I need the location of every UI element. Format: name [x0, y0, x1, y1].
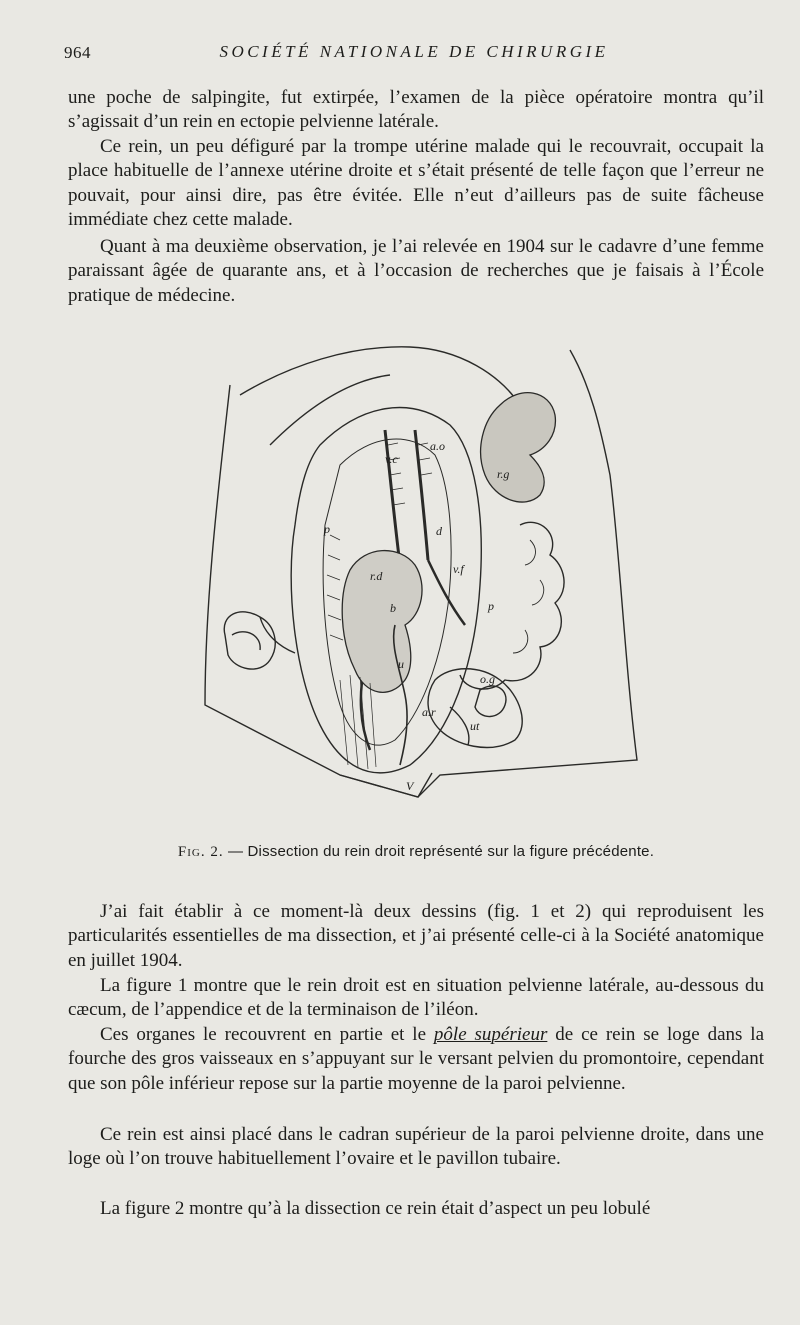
label-p-left: p — [324, 522, 330, 536]
paragraph-cadran: Ce rein est ainsi placé dans le cadran supérieur de la paroi pelvienne droite, dans une loge où l’on trouve habituellement l’ovaire et le pavillon tubaire. — [68, 1124, 764, 1170]
label-d: d — [436, 524, 442, 538]
paragraph-organes — [68, 1023, 764, 1096]
label-u: u — [398, 657, 404, 671]
paragraph-deuxieme-observation: Quant à ma deuxième observation, je l’ai relevée en 1904 sur le cadavre d’une femme paraissant âgée de quarante ans, et à l’occasion de recherches que je faisais à l’École pratique de médecine. — [68, 236, 764, 306]
page-header — [64, 40, 764, 68]
paragraph-rein-defigure: Ce rein, un peu défiguré par la trompe utérine malade qui le recouvrait, occupait la place habituelle de l’annexe utérine droite et s’était présenté de telle façon que l’erreur ne pouvait, pour ainsi dire, pas être évitée. Elle n’eut d’ailleurs pas de suite fâcheuse immédiate chez cette malade. — [68, 136, 764, 231]
label-ar: a.r — [422, 705, 436, 719]
label-vc: v.c — [385, 452, 398, 466]
figure-number: Fig. 2. — [177, 844, 224, 860]
running-head: SOCIÉTÉ NATIONALE DE CHIRURGIE — [219, 42, 609, 61]
dissection-illustration — [200, 335, 640, 800]
p3-start: Ces organes le recouvrent en partie et le — [100, 1024, 434, 1045]
caption-dash: — — [223, 843, 248, 860]
label-v: V — [406, 779, 414, 793]
label-og: o.g — [480, 672, 495, 686]
label-ao: a.o — [430, 439, 445, 453]
p3-end: de ce rein se loge dans la fourche des gros vaisseaux en s’appuyant sur le versant pelvien du promontoire, cependant que son pôle inférieur repose sur la partie moyenne de la paroi pelvienne. — [68, 1024, 765, 1094]
cecum-coil — [224, 612, 275, 669]
caption-text: Dissection du rein droit représenté sur la figure précédente. — [247, 843, 655, 860]
outer-frame — [205, 350, 637, 797]
left-kidney — [481, 393, 556, 502]
page-number: 964 — [64, 43, 91, 62]
figure-caption — [68, 843, 764, 861]
paragraph-figure-1: La figure 1 montre que le rein droit est en situation pelvienne latérale, au-dessous du cæcum, de l’appendice et de la terminaison de l’iléon. — [68, 975, 764, 1021]
label-b: b — [390, 601, 396, 615]
label-vf: v.f — [453, 562, 464, 576]
label-ut: ut — [470, 719, 480, 733]
intestine-loops — [460, 522, 564, 689]
paragraph-figure-2: La figure 2 montre qu’à la dissection ce rein était d’aspect un peu lobulé — [100, 1198, 651, 1219]
paragraph-continued: une poche de salpingite, fut extirpée, l’examen de la pièce opératoire montra qu’il s’agissait d’un rein en ectopie pelvienne latérale. — [68, 87, 764, 133]
label-p-right: p — [488, 599, 494, 613]
label-rd: r.d — [370, 569, 383, 583]
label-rg: r.g — [497, 467, 510, 481]
p3-emphasis: pôle supérieur — [433, 1024, 548, 1045]
paragraph-dessins: J’ai fait établir à ce moment-là deux dessins (fig. 1 et 2) qui reproduisent les particularités essentielles de ma dissection, et j’ai présenté celle-ci à la Société anatomique en juillet 1904. — [68, 901, 764, 971]
